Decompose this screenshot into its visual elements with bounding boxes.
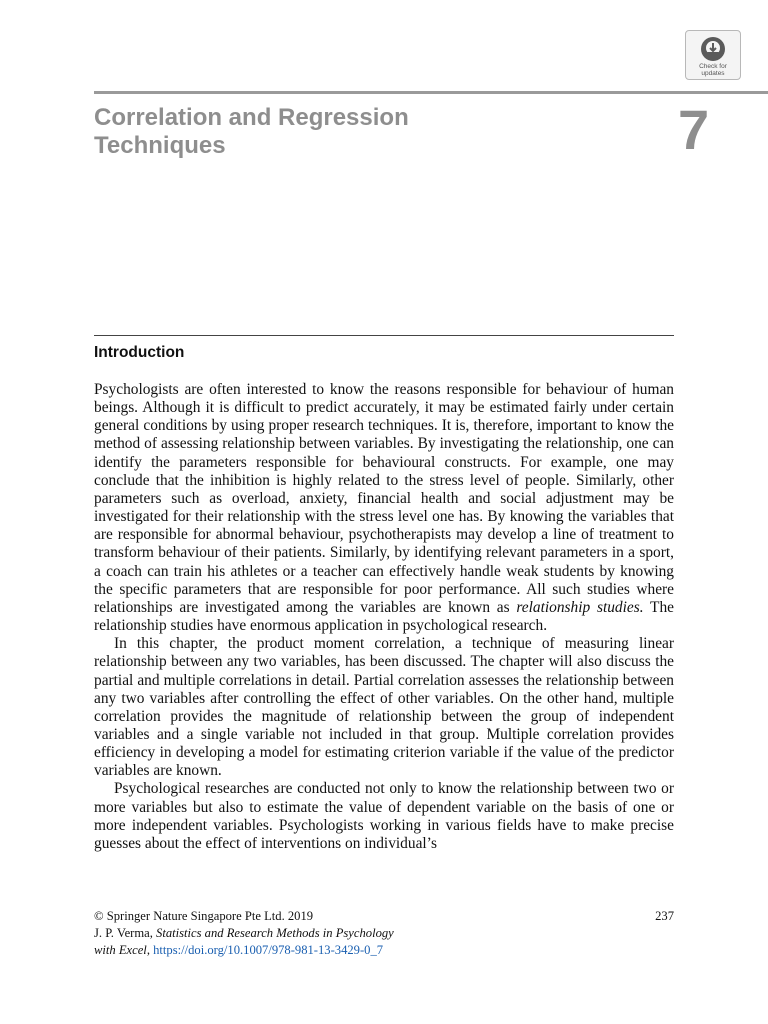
paragraph-3: Psychological researches are conducted not only to know the relationship between two or more variables but also to estimate the value of dependent variable on the basis of one or more independent variables. Psychologists working in various fields have to make precise guesses about the effect of interventions on individual’s <box>94 780 674 852</box>
footer-separator: , <box>146 943 154 957</box>
paragraph-1 <box>94 381 674 635</box>
chapter-title <box>94 104 409 160</box>
paragraph-1-text: Psychologists are often interested to know the reasons responsible for behaviour of human beings. Although it is difficult to predict accurately, it may be estimated fairly under certain general conditions by using proper research techniques. It is, therefore, important to know the method of assessing relationship between variables. By investigating the relationship, one can identify the parameters responsible for behavioural constructs. For example, one may conclude that the inhibition is highly related to the stress level of people. Similarly, other parameters such as overload, anxiety, financial health and social adjustment may be investigated for their relationship with the stress level one has. By knowing the variables that are responsible for abnormal behaviour, psychotherapists may develop a line of treatment to transform behaviour of their patients. Similarly, by identifying relevant parameters in a sport, a coach can train his athletes or a teacher can effectively handle weak students by knowing the specific parameters that are responsible for poor performance. All such studies where relationships are investigated among the variables are known as <box>94 381 674 616</box>
chapter-title-line2: Techniques <box>94 132 226 159</box>
footer-citation <box>94 908 674 959</box>
badge-label-line1: Check for <box>699 63 727 70</box>
body-text <box>94 381 674 853</box>
footer-author-line <box>94 925 674 942</box>
section-heading: Introduction <box>94 344 185 361</box>
footer-copyright: © Springer Nature Singapore Pte Ltd. 2019 <box>94 909 314 923</box>
footer-book-line <box>94 942 674 959</box>
chapter-number: 7 <box>678 98 710 161</box>
chapter-title-line1: Correlation and Regression <box>94 104 409 131</box>
section-rule <box>94 335 674 336</box>
chapter-top-rule <box>94 91 768 94</box>
footer-author: J. P. Verma, <box>94 926 157 940</box>
paragraph-1-text-end: The relationship studies have enormous application in psychological research. <box>94 598 674 635</box>
paragraph-1-emphasis: relationship studies. <box>516 598 644 616</box>
page-number: 237 <box>655 909 674 923</box>
doi-link[interactable]: https://doi.org/10.1007/978-981-13-3429-0_7 <box>153 943 384 957</box>
check-for-updates-badge[interactable] <box>685 30 741 80</box>
footer-book-title-1: Statistics and Research Methods in Psychology <box>156 926 394 940</box>
badge-label <box>686 63 740 77</box>
paragraph-2: In this chapter, the product moment correlation, a technique of measuring linear relationship between any two variables, has been discussed. The chapter will also discuss the partial and multiple correlations in detail. Partial correlation assesses the relationship between any two variables after controlling the effect of other variables. On the other hand, multiple correlation provides the magnitude of relationship between the group of independent variables and a single variable not included in that group. Multiple correlation provides efficiency in developing a model for estimating criterion variable if the value of the predictor variables are known. <box>94 635 674 780</box>
badge-label-line2: updates <box>701 70 725 77</box>
check-for-updates-icon <box>700 36 726 62</box>
footer-book-title-2: with Excel <box>94 943 147 957</box>
